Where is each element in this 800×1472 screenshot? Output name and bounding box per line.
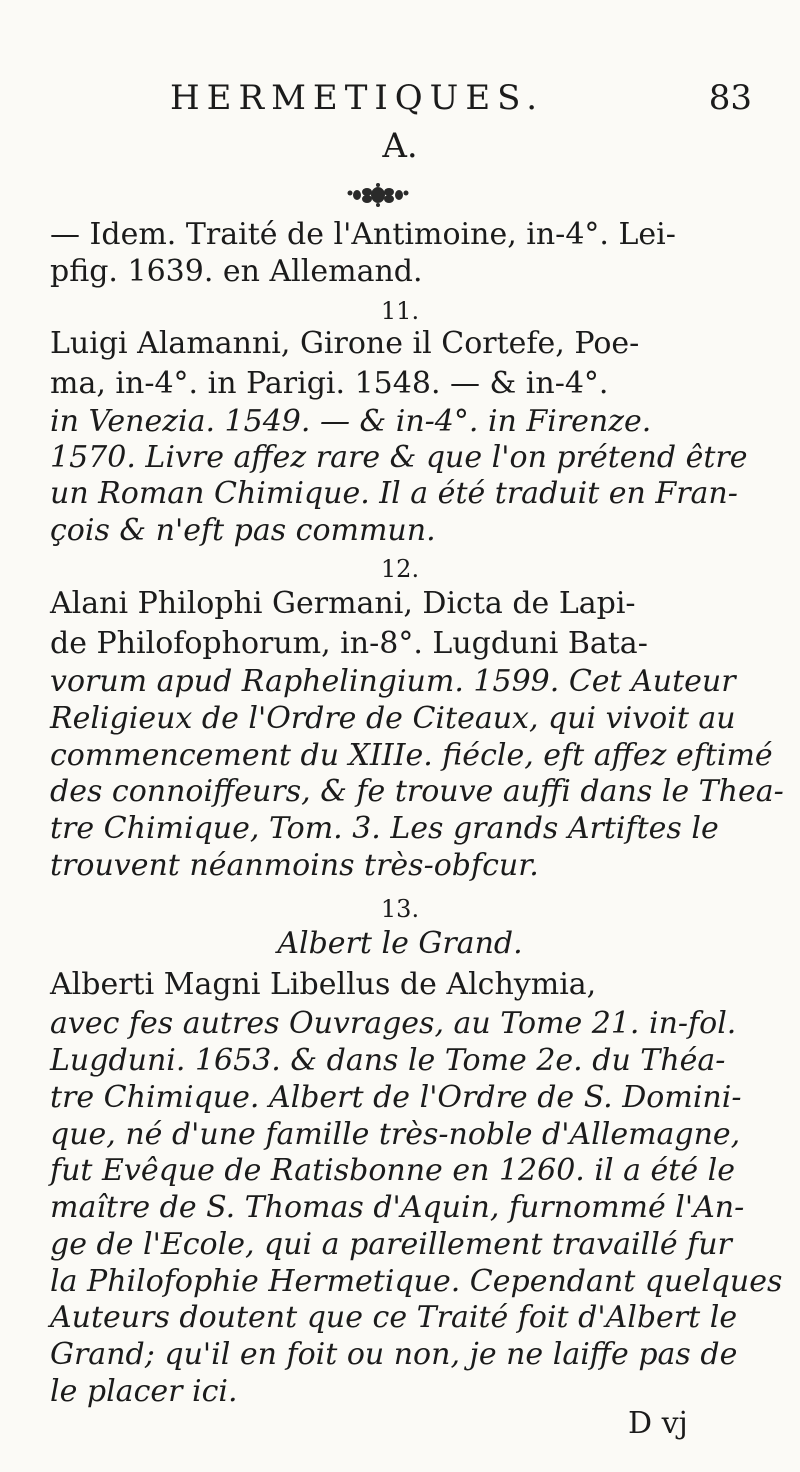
text-line: trouvent néanmoins très-obfcur.	[50, 848, 539, 883]
signature-mark: D vj	[628, 1406, 688, 1441]
text-line: fut Evêque de Ratisbonne en 1260. il a été le	[50, 1153, 735, 1188]
entry-number: 11.	[380, 297, 420, 325]
section-letter: A.	[382, 126, 418, 166]
text-line: vorum apud Raphelingium. 1599. Cet Auteur	[50, 664, 736, 699]
text-line: la Philofophie Hermetique. Cependant quelques	[50, 1264, 783, 1299]
entry-number: 13.	[380, 895, 420, 923]
text-line: Grand; qu'il en foit ou non, je ne laiffe pas de	[50, 1337, 738, 1372]
text-line: Alberti Magni Libellus de Alchymia,	[50, 967, 597, 1002]
text-line: des connoiffeurs, & fe trouve auffi dans le Thea-	[50, 774, 784, 809]
text-line: 1570. Livre affez rare & que l'on prétend être	[50, 440, 748, 475]
text-line: Auteurs doutent que ce Traité foit d'Albert le	[50, 1300, 738, 1335]
entry-number: 12.	[380, 555, 420, 583]
running-head	[170, 78, 770, 128]
text-line: que, né d'une famille très-noble d'Allemagne,	[50, 1117, 741, 1152]
entry-subtitle: Albert le Grand.	[277, 926, 523, 961]
text-line: le placer ici.	[50, 1374, 238, 1409]
text-line: avec fes autres Ouvrages, au Tome 21. in-fol.	[50, 1006, 737, 1041]
text-line: Religieux de l'Ordre de Citeaux, qui vivoit au	[50, 701, 736, 736]
running-title: HERMETIQUES.	[170, 78, 545, 118]
text-line: ma, in-4°. in Parigi. 1548. — & in-4°.	[50, 366, 609, 401]
text-line: Alani Philophi Germani, Dicta de Lapi-	[50, 586, 636, 621]
text-line: tre Chimique, Tom. 3. Les grands Artiftes le	[50, 811, 719, 846]
text-line: maître de S. Thomas d'Aquin, furnommé l'An-	[50, 1190, 745, 1225]
fleuron-ornament-icon	[347, 183, 409, 207]
page-number: 83	[708, 78, 752, 118]
text-line: pfig. 1639. en Allemand.	[50, 254, 423, 289]
text-line: commencement du XIIIe. fiécle, eft affez eftimé	[50, 738, 773, 773]
text-line: ge de l'Ecole, qui a pareillement travaillé fur	[50, 1227, 732, 1262]
text-line: — Idem. Traité de l'Antimoine, in-4°. Lei-	[50, 217, 676, 252]
text-line: de Philofophorum, in-8°. Lugduni Bata-	[50, 626, 648, 661]
text-line: in Venezia. 1549. — & in-4°. in Firenze.	[50, 404, 652, 439]
text-line: çois & n'eft pas commun.	[50, 513, 436, 548]
text-line: un Roman Chimique. Il a été traduit en Fran-	[50, 476, 738, 511]
text-line: Luigi Alamanni, Girone il Cortefe, Poe-	[50, 326, 640, 361]
text-line: tre Chimique. Albert de l'Ordre de S. Domini-	[50, 1080, 742, 1115]
text-line: Lugduni. 1653. & dans le Tome 2e. du Théa-	[50, 1043, 726, 1078]
